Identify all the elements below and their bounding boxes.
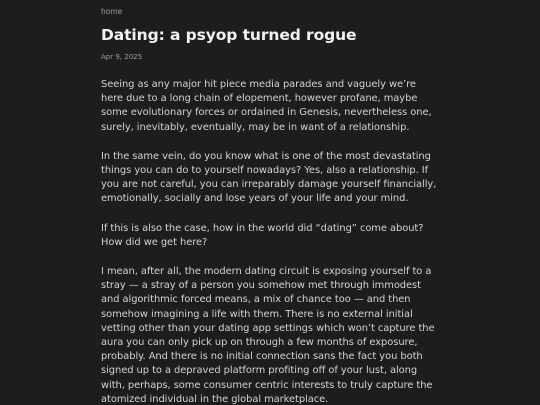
breadcrumb-home-link[interactable]: home [101,7,123,16]
post-paragraph: If this is also the case, how in the world did “dating” come about? How did we get here? [101,222,424,248]
post-paragraph: In the same vein, do you know what is one of the most devastating things you can do to yourself nowadays? Yes, also a relationship. If you are not careful, you can irreparably damage yourself financially, emotionally, socially and lose years of your life and your mind. [101,150,437,205]
post-paragraph: Seeing as any major hit piece media parades and vaguely we’re here due to a long chain of elopement, however profane, maybe some evolutionary forces or ordained in Genesis, nevertheless one, surely, inevitably, eventually, may be in want of a relationship. [101,79,432,133]
post-date: Apr 9, 2025 [101,53,143,61]
post-title: Dating: a psyop turned rogue [101,26,357,44]
post-body [101,78,441,405]
post-paragraph: I mean, after all, the modern dating circuit is exposing yourself to a stray — a stray of a person you somehow met through immodest and algorithmic forced means, a mix of chance too — and then somehow imagining a life with them. There is no external initial vetting other than your dating app settings which won’t capture the aura you can only pick up on through a few months of exposure, probably. And there is no initial connection sans the fact you both signed up to a depraved platform profiting off of your lust, along with, perhaps, some consumer centric interests to truly capture the atomized individual in the global marketplace. [101,266,435,405]
